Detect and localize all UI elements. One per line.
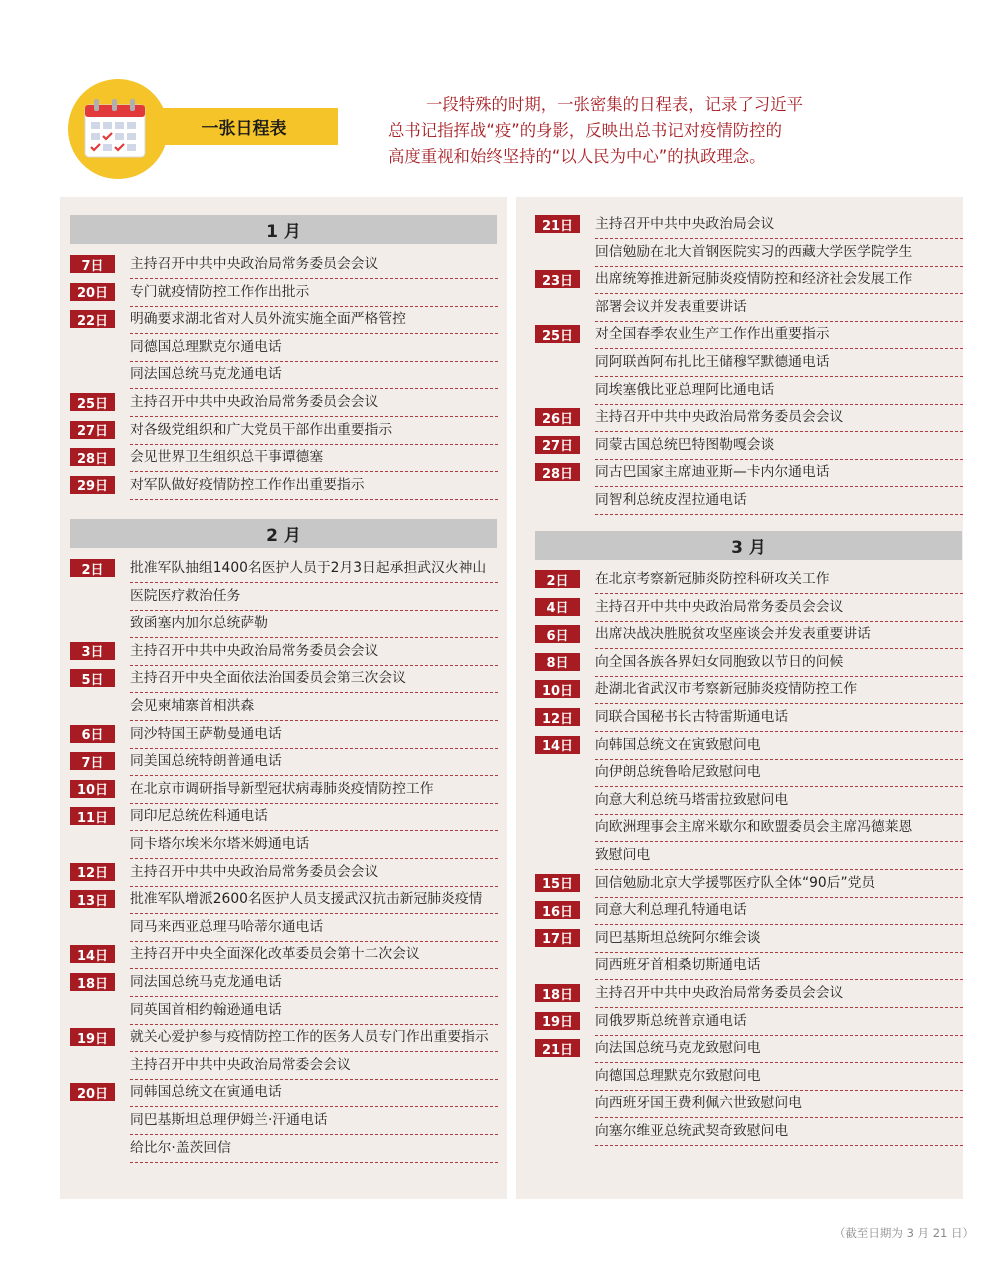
date-badge: 18日 — [535, 984, 580, 1002]
entry-text: 主持召开中共中央政治局常务委员会会议 — [130, 859, 498, 887]
entry-text: 同古巴国家主席迪亚斯—卡内尔通电话 — [595, 459, 963, 487]
schedule-entry — [70, 1024, 498, 1051]
entry-text: 对全国春季农业生产工作作出重要指示 — [595, 321, 963, 349]
date-badge: 28日 — [70, 448, 115, 466]
entry-text: 批准军队增派2600名医护人员支援武汉抗击新冠肺炎疫情 — [130, 886, 498, 914]
date-badge: 8日 — [535, 653, 580, 671]
date-badge: 20日 — [70, 1083, 115, 1101]
schedule-entry — [535, 239, 963, 266]
schedule-entry — [535, 321, 963, 348]
entry-text: 批准军队抽组1400名医护人员于2月3日起承担武汉火神山 — [130, 555, 498, 583]
entry-text: 同意大利总理孔特通电话 — [595, 897, 963, 925]
entry-text: 同马来西亚总理马哈蒂尔通电话 — [130, 914, 498, 942]
schedule-entry — [535, 1118, 963, 1145]
schedule-entry — [535, 294, 963, 321]
date-badge: 6日 — [535, 625, 580, 643]
schedule-entry — [535, 404, 963, 431]
schedule-entry — [535, 980, 963, 1007]
entry-text: 向德国总理默克尔致慰问电 — [595, 1063, 963, 1091]
date-badge: 21日 — [535, 215, 580, 233]
schedule-entry — [70, 334, 498, 361]
date-badge: 25日 — [70, 393, 115, 411]
schedule-entry — [535, 1090, 963, 1117]
entry-text: 在北京市调研指导新型冠状病毒肺炎疫情防控工作 — [130, 776, 498, 804]
schedule-entry — [70, 583, 498, 610]
schedule-entry — [70, 1052, 498, 1079]
banner-title: 一张日程表 — [150, 108, 338, 145]
date-badge: 25日 — [535, 325, 580, 343]
entry-text: 同卡塔尔埃米尔塔米姆通电话 — [130, 831, 498, 859]
date-badge: 19日 — [535, 1012, 580, 1030]
schedule-entry — [535, 759, 963, 786]
entry-text: 同印尼总统佐科通电话 — [130, 803, 498, 831]
intro-line: 高度重视和始终坚持的“以人民为中心”的执政理念。 — [388, 147, 766, 166]
entry-text: 同埃塞俄比亚总理阿比通电话 — [595, 377, 963, 405]
date-badge: 16日 — [535, 901, 580, 919]
entry-text: 就关心爱护参与疫情防控工作的医务人员专门作出重要指示 — [130, 1024, 498, 1052]
schedule-entry — [535, 704, 963, 731]
schedule-entry — [535, 211, 963, 238]
entry-text: 回信勉励在北大首钢医院实习的西藏大学医学院学生 — [595, 239, 963, 267]
schedule-entry — [70, 803, 498, 830]
date-badge: 21日 — [535, 1039, 580, 1057]
entry-text: 主持召开中共中央政治局常委会会议 — [130, 1052, 498, 1080]
schedule-entry — [70, 472, 498, 499]
schedule-entry — [70, 776, 498, 803]
entry-text: 主持召开中共中央政治局常务委员会会议 — [595, 404, 963, 432]
schedule-entry — [70, 306, 498, 333]
entry-text: 同蒙古国总统巴特图勒嘎会谈 — [595, 432, 963, 460]
schedule-entry — [70, 279, 498, 306]
schedule-entry — [535, 1008, 963, 1035]
schedule-entry — [70, 444, 498, 471]
entry-text: 主持召开中共中央政治局常务委员会会议 — [595, 980, 963, 1008]
schedule-entry — [535, 621, 963, 648]
schedule-entry — [535, 432, 963, 459]
schedule-entry — [535, 732, 963, 759]
entry-text: 向伊朗总统鲁哈尼致慰问电 — [595, 759, 963, 787]
entry-text: 主持召开中央全面依法治国委员会第三次会议 — [130, 665, 498, 693]
date-badge: 23日 — [535, 270, 580, 288]
date-badge: 14日 — [535, 736, 580, 754]
entry-text: 出席决战决胜脱贫攻坚座谈会并发表重要讲话 — [595, 621, 963, 649]
entry-text: 明确要求湖北省对人员外流实施全面严格管控 — [130, 306, 498, 334]
date-badge: 22日 — [70, 310, 115, 328]
schedule-entry — [70, 831, 498, 858]
entry-text: 主持召开中共中央政治局常务委员会会议 — [130, 251, 498, 279]
month-header-february: 2 月 — [70, 519, 497, 548]
entry-text: 回信勉励北京大学援鄂医疗队全体“90后”党员 — [595, 870, 963, 898]
date-badge: 29日 — [70, 476, 115, 494]
entry-text: 致慰问电 — [595, 842, 963, 870]
date-badge: 4日 — [535, 598, 580, 616]
schedule-entry — [70, 997, 498, 1024]
entry-text: 同智利总统皮涅拉通电话 — [595, 487, 963, 515]
entry-text: 致函塞内加尔总统萨勒 — [130, 610, 498, 638]
date-badge: 27日 — [535, 436, 580, 454]
schedule-entry — [535, 897, 963, 924]
entry-text: 向塞尔维亚总统武契奇致慰问电 — [595, 1118, 963, 1146]
schedule-entry — [535, 266, 963, 293]
schedule-entry — [70, 886, 498, 913]
schedule-entry — [535, 814, 963, 841]
schedule-entry — [535, 377, 963, 404]
schedule-entry — [535, 925, 963, 952]
entry-text: 同美国总统特朗普通电话 — [130, 748, 498, 776]
schedule-entry — [70, 638, 498, 665]
date-badge: 10日 — [70, 780, 115, 798]
entry-text: 主持召开中央全面深化改革委员会第十二次会议 — [130, 941, 498, 969]
date-badge: 7日 — [70, 255, 115, 273]
schedule-entry — [535, 1063, 963, 1090]
date-badge: 26日 — [535, 408, 580, 426]
schedule-entry — [535, 870, 963, 897]
intro-text — [388, 92, 908, 170]
schedule-entry — [535, 649, 963, 676]
schedule-entry — [535, 487, 963, 514]
date-badge: 19日 — [70, 1028, 115, 1046]
date-badge: 6日 — [70, 725, 115, 743]
entry-text: 会见柬埔寨首相洪森 — [130, 693, 498, 721]
schedule-entry — [535, 1035, 963, 1062]
entry-text: 赴湖北省武汉市考察新冠肺炎疫情防控工作 — [595, 676, 963, 704]
entry-text: 主持召开中共中央政治局会议 — [595, 211, 963, 239]
schedule-entry — [70, 251, 498, 278]
schedule-entry — [70, 969, 498, 996]
entry-text: 主持召开中共中央政治局常务委员会会议 — [130, 389, 498, 417]
schedule-entry — [70, 665, 498, 692]
schedule-entry — [535, 842, 963, 869]
schedule-entry — [535, 787, 963, 814]
entry-text: 同阿联酋阿布扎比王储穆罕默德通电话 — [595, 349, 963, 377]
entry-text: 同韩国总统文在寅通电话 — [130, 1079, 498, 1107]
date-badge: 15日 — [535, 874, 580, 892]
date-badge: 20日 — [70, 283, 115, 301]
schedule-entry — [535, 349, 963, 376]
schedule-entry — [70, 361, 498, 388]
schedule-entry — [535, 594, 963, 621]
entry-text: 给比尔·盖茨回信 — [130, 1135, 498, 1163]
entry-text: 向韩国总统文在寅致慰问电 — [595, 732, 963, 760]
schedule-entry — [535, 459, 963, 486]
entry-text: 同法国总统马克龙通电话 — [130, 361, 498, 389]
entry-text: 会见世界卫生组织总干事谭德塞 — [130, 444, 498, 472]
entry-text: 主持召开中共中央政治局常务委员会会议 — [595, 594, 963, 622]
schedule-entry — [70, 859, 498, 886]
entry-text: 向意大利总统马塔雷拉致慰问电 — [595, 787, 963, 815]
schedule-entry — [70, 721, 498, 748]
schedule-entry — [70, 1107, 498, 1134]
date-badge: 7日 — [70, 752, 115, 770]
entry-text: 对军队做好疫情防控工作作出重要指示 — [130, 472, 498, 500]
schedule-entry — [70, 555, 498, 582]
date-badge: 17日 — [535, 929, 580, 947]
entry-text: 同巴基斯坦总理伊姆兰·汗通电话 — [130, 1107, 498, 1135]
date-badge: 3日 — [70, 642, 115, 660]
entry-text: 出席统筹推进新冠肺炎疫情防控和经济社会发展工作 — [595, 266, 963, 294]
month-header-january: 1 月 — [70, 215, 497, 244]
date-badge: 27日 — [70, 421, 115, 439]
entry-text: 对各级党组织和广大党员干部作出重要指示 — [130, 417, 498, 445]
schedule-entry — [70, 941, 498, 968]
date-badge: 11日 — [70, 807, 115, 825]
schedule-entry — [70, 389, 498, 416]
entry-text: 向全国各族各界妇女同胞致以节日的问候 — [595, 649, 963, 677]
entry-text: 向西班牙国王费利佩六世致慰问电 — [595, 1090, 963, 1118]
date-badge: 14日 — [70, 945, 115, 963]
schedule-entry — [70, 417, 498, 444]
entry-text: 专门就疫情防控工作作出批示 — [130, 279, 498, 307]
entry-text: 同巴基斯坦总统阿尔维会谈 — [595, 925, 963, 953]
schedule-entry — [535, 676, 963, 703]
entry-text: 在北京考察新冠肺炎防控科研攻关工作 — [595, 566, 963, 594]
entry-text: 同俄罗斯总统普京通电话 — [595, 1008, 963, 1036]
date-badge: 13日 — [70, 890, 115, 908]
date-badge: 10日 — [535, 680, 580, 698]
entry-text: 医院医疗救治任务 — [130, 583, 498, 611]
schedule-entry — [535, 566, 963, 593]
entry-text: 同德国总理默克尔通电话 — [130, 334, 498, 362]
schedule-entry — [70, 914, 498, 941]
entry-text: 同西班牙首相桑切斯通电话 — [595, 952, 963, 980]
entry-text: 同沙特国王萨勒曼通电话 — [130, 721, 498, 749]
schedule-entry — [535, 952, 963, 979]
schedule-entry — [70, 693, 498, 720]
date-badge: 2日 — [70, 559, 115, 577]
schedule-entry — [70, 1135, 498, 1162]
month-header-march: 3 月 — [535, 531, 962, 560]
footnote: （截至日期为 3 月 21 日） — [833, 1226, 974, 1240]
entry-text: 同联合国秘书长古特雷斯通电话 — [595, 704, 963, 732]
date-badge: 18日 — [70, 973, 115, 991]
entry-text: 部署会议并发表重要讲话 — [595, 294, 963, 322]
date-badge: 2日 — [535, 570, 580, 588]
date-badge: 5日 — [70, 669, 115, 687]
intro-line: 总书记指挥战“疫”的身影，反映出总书记对疫情防控的 — [388, 121, 782, 140]
intro-line: 一段特殊的时期，一张密集的日程表，记录了习近平 — [426, 95, 803, 114]
schedule-entry — [70, 748, 498, 775]
date-badge: 28日 — [535, 463, 580, 481]
entry-text: 向法国总统马克龙致慰问电 — [595, 1035, 963, 1063]
schedule-entry — [70, 1079, 498, 1106]
date-badge: 12日 — [535, 708, 580, 726]
entry-text: 同法国总统马克龙通电话 — [130, 969, 498, 997]
date-badge: 12日 — [70, 863, 115, 881]
entry-text: 主持召开中共中央政治局常务委员会会议 — [130, 638, 498, 666]
entry-text: 向欧洲理事会主席米歇尔和欧盟委员会主席冯德莱恩 — [595, 814, 963, 842]
entry-text: 同英国首相约翰逊通电话 — [130, 997, 498, 1025]
calendar-icon — [82, 97, 148, 161]
schedule-entry — [70, 610, 498, 637]
